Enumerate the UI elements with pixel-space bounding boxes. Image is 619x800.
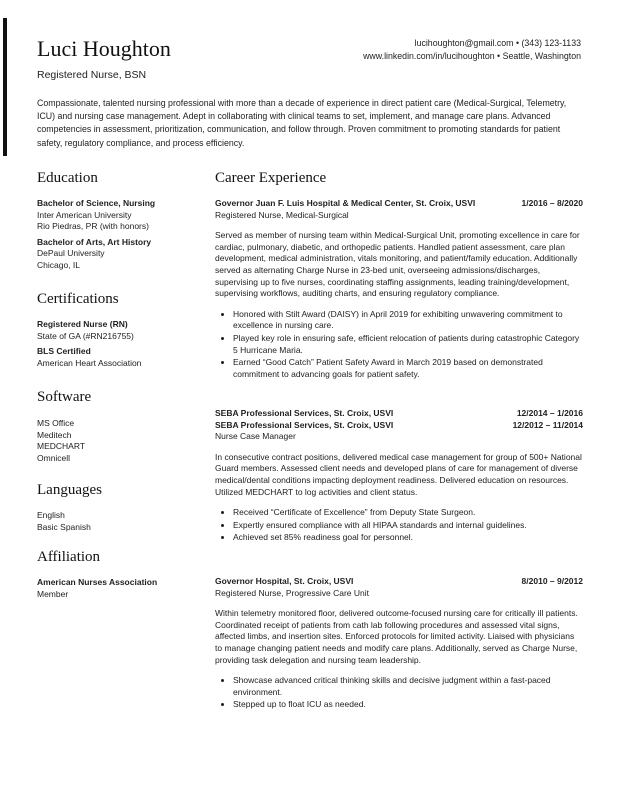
school: DePaul University [37, 248, 105, 259]
job-achievements [215, 309, 583, 381]
experience-heading: Career Experience [215, 170, 327, 186]
job-dates: 1/2016 – 8/2020 [521, 198, 583, 208]
contact-block [363, 37, 581, 63]
affiliation-section [37, 577, 192, 600]
certification-name: Registered Nurse (RN) [37, 319, 128, 329]
software-heading: Software [37, 389, 92, 405]
job-description: Served as member of nursing team within Medical-Surgical Unit, promoting excellence in care for cardiac, pulmonary, diabetic, and orthopedic patients. Handled patient assessment, care plan development, medical administration, vitals monitoring, and patient/family education. Additionally served as alternating Charge Nurse in 23-bed unit, overseeing admissions/discharges, supervising up to five nurses, coordinating staffing assignments, leading training/development, supervising workflows, auditing charts, and ensuring regulatory compliance. [215, 230, 580, 299]
achievement-item: • Received “Certificate of Excellence” from Deputy State Surgeon. [233, 507, 583, 519]
employer: SEBA Professional Services, St. Croix, USVI [215, 419, 394, 430]
achievement-item: • Earned “Good Catch” Patient Safety Award in March 2019 based on demonstrated commitment to advancing goals for patient safety. [233, 357, 583, 380]
job-entry [215, 408, 583, 545]
certifications-heading: Certifications [37, 291, 119, 307]
job-role: Registered Nurse, Medical-Surgical [215, 209, 349, 220]
job-header [215, 420, 583, 432]
languages-heading: Languages [37, 482, 102, 498]
certification-entry [37, 319, 192, 342]
employer: Governor Hospital, St. Croix, USVI [215, 576, 354, 586]
job-role: Nurse Case Manager [215, 431, 296, 442]
job-role: Registered Nurse, Progressive Care Unit [215, 587, 370, 598]
candidate-name: Luci Houghton [37, 36, 171, 61]
school: Inter American University [37, 209, 132, 220]
professional-summary: Compassionate, talented nursing professional with more than a decade of experience in direct patient care (Medical-Surgical, Telemetry, ICU) and nursing case management. Adept in collaborating with clinical teams to set, implement, and manage care plans. Advanced competencies in assessment, prioritization, communication, and follow through. Proven commitment to promoting standards for patient safety, regulatory compliance, and process efficiency. [37, 98, 567, 148]
software-list [37, 418, 192, 464]
education-section [37, 198, 192, 272]
certification-name: BLS Certified [37, 346, 91, 357]
job-achievements [215, 507, 583, 544]
school-location: Rio Piedras, PR (with honors) [37, 221, 149, 232]
education-heading: Education [37, 170, 98, 186]
certifications-section [37, 319, 192, 369]
job-dates: 12/2012 – 11/2014 [512, 419, 583, 430]
degree: Bachelor of Arts, Art History [37, 236, 152, 247]
achievement-item: • Honored with Stilt Award (DAISY) in April 2019 for exhibiting unwavering commitment to excellence in nursing care. [233, 309, 583, 332]
job-entry [215, 576, 583, 712]
contact-line-linkedin-location: www.linkedin.com/in/lucihoughton • Seattle, Washington [363, 51, 581, 61]
job-dates: 12/2014 – 1/2016 [516, 408, 583, 418]
software-item: Meditech [37, 429, 72, 440]
job-achievements [215, 675, 583, 711]
job-dates: 8/2010 – 9/2012 [521, 576, 583, 586]
employer: SEBA Professional Services, St. Croix, USVI [215, 408, 394, 418]
job-header [215, 198, 583, 210]
education-entry [37, 237, 192, 272]
achievement-item: • Achieved set 85% readiness goal for personnel. [233, 532, 583, 544]
job-description: In consecutive contract positions, delivered medical case management for group of 500+ National Guard members. Assessed client needs and developed plans of care for management of diverse medical/dental conditions impacting deployment readiness. Delivered education on resources. Utilized MEDCHART to log activities and client status. [215, 451, 582, 497]
achievement-item: • Played key role in ensuring safe, efficient relocation of patients during catastrophic Category 5 Hurricane Maria. [233, 333, 583, 356]
employer: Governor Juan F. Luis Hospital & Medical Center, St. Croix, USVI [215, 198, 476, 208]
language-item: Basic Spanish [37, 521, 91, 532]
affiliation-role: Member [37, 588, 69, 599]
accent-bar [3, 18, 7, 156]
job-entry [215, 198, 583, 381]
affiliation-name: American Nurses Association [37, 577, 158, 587]
school-location: Chicago, IL [37, 259, 80, 270]
candidate-title: Registered Nurse, BSN [37, 69, 147, 81]
job-header [215, 408, 583, 420]
achievement-item: • Expertly ensured compliance with all HIPAA standards and internal guidelines. [233, 520, 583, 532]
certification-detail: State of GA (#RN216755) [37, 330, 134, 341]
software-item: Omnicell [37, 452, 71, 463]
affiliation-heading: Affiliation [37, 549, 101, 565]
education-entry [37, 198, 192, 233]
achievement-item: • Stepped up to float ICU as needed. [233, 699, 583, 711]
contact-line-email-phone: lucihoughton@gmail.com • (343) 123-1133 [414, 38, 581, 48]
certification-detail: American Heart Association [37, 357, 142, 368]
achievement-item: • Showcase advanced critical thinking skills and decisive judgment within a fast-paced environment. [233, 675, 583, 698]
job-header [215, 576, 583, 588]
language-item: English [37, 510, 65, 520]
software-item: MS Office [37, 418, 75, 428]
certification-entry [37, 346, 192, 369]
languages-list [37, 510, 192, 533]
degree: Bachelor of Science, Nursing [37, 198, 156, 208]
software-item: MEDCHART [37, 441, 86, 452]
job-description: Within telemetry monitored floor, delivered outcome-focused nursing care for critically ill patients. Coordinated receipt of patients from cath lab following procedures and assessed vital signs, affected limbs, and insertion sites. Enforced protocols for limited activity. Liaised with physicians to manage changing patient needs and modify care plans. Additionally, served as Charge Nurse, providing task delegation and nursing team leadership. [215, 608, 578, 665]
